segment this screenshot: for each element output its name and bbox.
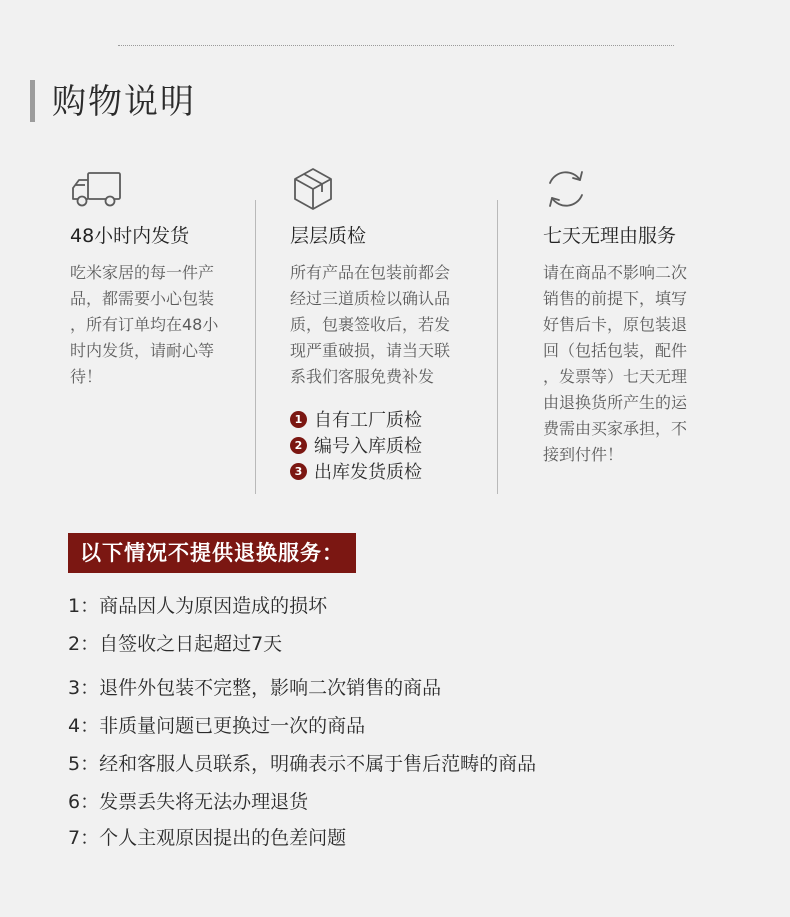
column-divider bbox=[255, 200, 256, 494]
list-item: 7：个人主观原因提出的色差问题 bbox=[68, 827, 347, 849]
page-title: 购物说明 bbox=[52, 82, 196, 122]
list-item: 1：商品因人为原因造成的损坏 bbox=[68, 595, 328, 617]
feature-title: 七天无理由服务 bbox=[543, 225, 677, 247]
feature-quality-check bbox=[290, 166, 470, 484]
step-number-badge: 1 bbox=[290, 411, 307, 428]
list-item bbox=[290, 458, 470, 484]
refresh-cycle-icon bbox=[543, 166, 589, 212]
list-item: 5：经和客服人员联系，明确表示不属于售后范畴的商品 bbox=[68, 753, 537, 775]
quality-check-steps bbox=[290, 406, 470, 484]
feature-description: 吃米家居的每一件产 品，都需要小心包装 ，所有订单均在48小 时内发货，请耐心等 待！ bbox=[70, 263, 219, 386]
step-label: 自有工厂质检 bbox=[314, 410, 422, 431]
delivery-truck-icon bbox=[70, 166, 126, 212]
feature-seven-day-return bbox=[543, 166, 713, 468]
feature-description: 请在商品不影响二次 销售的前提下，填写 好售后卡，原包装退 回（包括包装，配件 ，发票等）七天无理 由退换货所产生的运 费需由买家承担，不 接到付件！ bbox=[543, 263, 688, 464]
feature-title: 48小时内发货 bbox=[70, 225, 190, 247]
step-label: 出库发货质检 bbox=[314, 462, 422, 483]
feature-shipping bbox=[70, 166, 240, 390]
list-item bbox=[290, 432, 470, 458]
feature-description: 所有产品在包装前都会 经过三道质检以确认品 质，包裹签收后，若发 现严重破损，请当天联 系我们客服免费补发 bbox=[290, 263, 451, 386]
list-item: 4：非质量问题已更换过一次的商品 bbox=[68, 715, 366, 737]
step-label: 编号入库质检 bbox=[314, 436, 422, 457]
column-divider bbox=[497, 200, 498, 494]
list-item bbox=[290, 406, 470, 432]
list-item: 3：退件外包装不完整，影响二次销售的商品 bbox=[68, 677, 442, 699]
top-dotted-divider bbox=[118, 45, 674, 46]
feature-title: 层层质检 bbox=[290, 225, 367, 247]
list-item: 6：发票丢失将无法办理退货 bbox=[68, 791, 309, 813]
step-number-badge: 3 bbox=[290, 463, 307, 480]
package-box-icon bbox=[290, 166, 336, 212]
title-accent-bar bbox=[30, 80, 35, 122]
step-number-badge: 2 bbox=[290, 437, 307, 454]
exclusions-heading: 以下情况不提供退换服务： bbox=[68, 533, 356, 573]
list-item: 2：自签收之日起超过7天 bbox=[68, 633, 283, 655]
